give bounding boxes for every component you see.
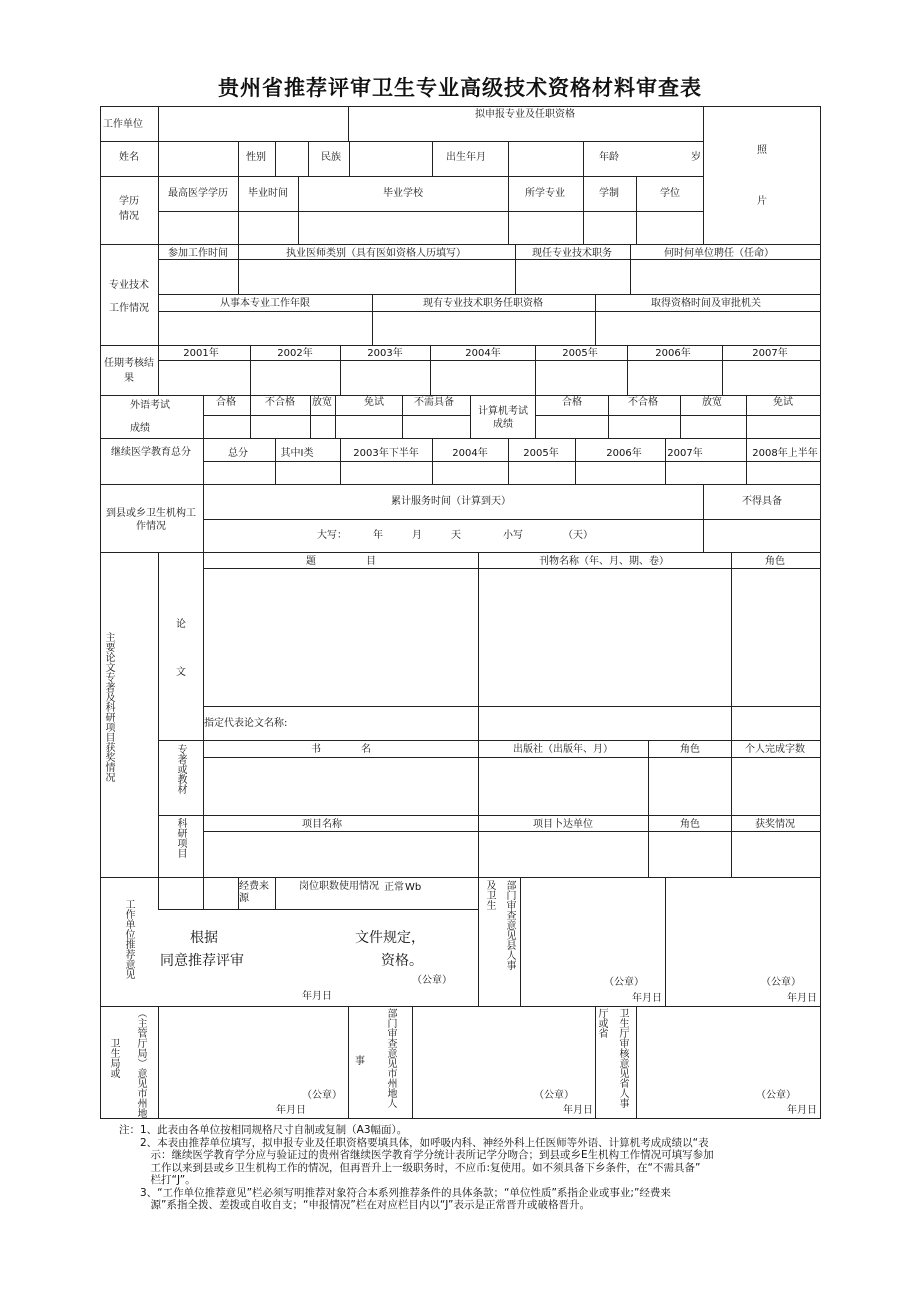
comp-col-relax: 放宽 xyxy=(702,397,722,408)
continuing-label: 继续医学教育总分 xyxy=(111,447,191,458)
table-rule xyxy=(478,877,479,1006)
table-rule xyxy=(349,141,350,176)
table-rule xyxy=(595,294,596,345)
cont-col-2005: 2005年 xyxy=(523,448,559,459)
table-rule xyxy=(203,415,471,416)
table-rule xyxy=(158,740,821,741)
assessment-year: 2001年 xyxy=(183,348,219,359)
table-rule xyxy=(746,395,747,438)
table-rule xyxy=(203,484,204,552)
cont-col-2006: 2006年 xyxy=(606,448,642,459)
table-rule xyxy=(402,395,403,438)
assessment-year: 2006年 xyxy=(655,348,691,359)
table-rule xyxy=(203,552,204,877)
post-label: 岗位职数使用情况 xyxy=(299,881,379,892)
paper-label-2: 文 xyxy=(176,667,186,678)
table-rule xyxy=(535,395,536,438)
edu-col-length: 学制 xyxy=(599,188,619,199)
table-rule xyxy=(583,176,584,244)
table-rule xyxy=(100,141,704,142)
table-rule xyxy=(432,438,433,484)
note-line: 工作以来到县或乡卫生机构工作的情况，但再晋升上一级职务时，不应币:复使用。如不须具备下乡条件，在“不需具备” xyxy=(119,1161,701,1174)
prof-approval: 取得资格时间及审批机关 xyxy=(651,298,761,309)
photo-label-1: 照 xyxy=(757,145,767,156)
education-label-1: 学历 xyxy=(119,196,139,207)
table-rule xyxy=(665,877,666,1006)
table-rule xyxy=(100,877,821,878)
recommend-text-4: 资格。 xyxy=(381,953,423,969)
prof-years: 从事本专业工作年限 xyxy=(220,298,310,309)
cont-col-2007: 2007年 xyxy=(667,448,703,459)
note-line: 3、“工作单位推荐意见”栏必须写明推荐对象符合本系列推荐条件的具体条款；“单位性质”系指企业或事业;”经费来 xyxy=(119,1186,671,1199)
table-rule xyxy=(508,438,509,484)
county-seal: （公章） xyxy=(604,977,644,988)
table-rule xyxy=(158,311,821,312)
table-rule xyxy=(158,877,159,909)
county-small: 小写 xyxy=(503,530,523,541)
lang-col-pass: 合格 xyxy=(216,397,236,408)
county-label-1: 到县或乡卫生机构工 xyxy=(106,508,196,519)
project-col-award: 获奖情况 xyxy=(755,819,795,830)
book-col-role: 角色 xyxy=(680,744,700,755)
table-rule xyxy=(636,176,637,244)
table-rule xyxy=(238,176,239,244)
table-rule xyxy=(275,438,276,484)
project-col-role: 角色 xyxy=(680,819,700,830)
table-rule xyxy=(520,877,521,1006)
table-rule xyxy=(250,395,251,438)
table-rule xyxy=(583,141,584,176)
language-label-1: 外语考试 xyxy=(130,400,170,411)
project-col-name: 项目名称 xyxy=(302,819,342,830)
book-col-publisher: 出版社（出版年、月） xyxy=(513,744,613,755)
table-rule xyxy=(100,1006,821,1007)
assessment-year: 2004年 xyxy=(465,348,501,359)
table-rule xyxy=(648,815,649,877)
lang-col-not-required: 不需具备 xyxy=(414,397,454,408)
table-rule xyxy=(432,141,433,176)
county-not-required: 不得具备 xyxy=(742,496,782,507)
bureau-label-1: 卫生局或 xyxy=(108,1038,119,1078)
table-rule xyxy=(298,176,299,244)
table-rule xyxy=(608,395,609,438)
table-rule xyxy=(275,877,276,909)
lang-col-fail: 不合格 xyxy=(265,397,295,408)
table-rule xyxy=(665,438,666,484)
professional-label-2: 工作情况 xyxy=(109,303,149,314)
table-rule xyxy=(508,141,509,176)
province-date: 年月日 xyxy=(787,1105,817,1116)
table-rule xyxy=(575,438,576,484)
paper-col-title: 题 目 xyxy=(306,556,376,567)
assessment-year: 2003年 xyxy=(367,348,403,359)
recommend-seal: （公章） xyxy=(412,975,452,986)
paper-col-journal: 刊物名称（年、月、期、卷） xyxy=(539,556,669,567)
prof-start-time: 参加工作时间 xyxy=(168,248,228,259)
bureau-date: 年月日 xyxy=(276,1105,306,1116)
table-rule xyxy=(158,244,159,345)
edu-col-major: 所学专业 xyxy=(525,188,565,199)
cont-col-2008: 2008年上半年 xyxy=(752,448,818,459)
rep-paper-label: 指定代表论文名称: xyxy=(204,718,288,729)
table-rule xyxy=(203,395,204,438)
table-rule xyxy=(508,176,509,244)
table-rule xyxy=(100,176,704,177)
computer-label-1: 计算机考试 xyxy=(478,406,528,417)
achievements-label: 主要论文专著及科研项目获奖情况 xyxy=(103,632,114,782)
comp-col-pass: 合格 xyxy=(562,397,582,408)
table-rule xyxy=(203,757,821,758)
table-rule xyxy=(731,815,732,877)
table-rule xyxy=(100,395,821,396)
bureau-seal: （公章） xyxy=(302,1090,342,1101)
table-rule xyxy=(100,106,821,107)
table-rule xyxy=(731,552,732,740)
table-rule xyxy=(335,395,336,438)
table-rule xyxy=(680,395,681,438)
table-rule xyxy=(340,438,341,484)
lang-col-exempt: 免试 xyxy=(364,397,384,408)
edu-col-school: 毕业学校 xyxy=(383,188,423,199)
table-rule xyxy=(100,438,821,439)
edu-col-degree-title: 学位 xyxy=(660,188,680,199)
county-service-time: 累计服务时间（计算到天） xyxy=(391,496,511,507)
note-line: 栏打“J”。 xyxy=(119,1174,196,1186)
province-label-1: 厅或省 xyxy=(596,1008,607,1038)
work-unit-label: 工作单位 xyxy=(103,119,143,130)
gender-label: 性别 xyxy=(246,152,266,163)
recommend-label: 工作单位推荐意见 xyxy=(123,899,134,979)
comp-col-fail: 不合格 xyxy=(628,397,658,408)
table-rule xyxy=(238,244,239,294)
prof-current-title: 现任专业技术职务 xyxy=(532,248,612,259)
table-rule xyxy=(158,106,159,244)
table-rule xyxy=(203,706,821,707)
table-rule xyxy=(430,345,431,395)
assessment-label-2: 果 xyxy=(124,373,134,384)
notes xyxy=(119,1124,839,1212)
table-rule xyxy=(238,877,239,909)
book-col-name: 书 名 xyxy=(311,744,371,755)
cont-col-2003: 2003年下半年 xyxy=(353,448,419,459)
prof-doctor-type: 执业医师类别（具有医如资格人历填写） xyxy=(286,248,466,259)
table-rule xyxy=(100,484,821,485)
ethnicity-label: 民族 xyxy=(321,152,341,163)
table-rule xyxy=(100,244,821,245)
table-rule xyxy=(348,106,349,141)
wb-label: Wb xyxy=(405,882,422,893)
province-label-2: 卫生厅审核意见省人事 xyxy=(617,1008,628,1108)
project-col-unit: 项目卜达单位 xyxy=(533,819,593,830)
table-rule xyxy=(158,815,821,816)
table-rule xyxy=(722,345,723,395)
table-rule xyxy=(250,345,251,395)
age-label: 年龄 xyxy=(599,152,619,163)
edu-col-grad-time: 毕业时间 xyxy=(248,188,288,199)
apply-major-label: 拟申报专业及任职资格 xyxy=(475,109,575,120)
recommend-text-2: 文件规定， xyxy=(355,930,425,946)
book-label: 专著或教材 xyxy=(175,744,186,794)
table-rule xyxy=(348,1006,349,1118)
table-rule xyxy=(100,106,101,1118)
table-rule xyxy=(412,1006,413,1118)
table-rule xyxy=(820,106,821,1118)
table-rule xyxy=(595,1006,596,1118)
prof-appoint: 何时何单位聘任（任命） xyxy=(664,248,774,259)
table-rule xyxy=(100,552,821,553)
county-year: 年 xyxy=(373,530,383,541)
note-line: 源”系指全拨、差拨或自收自支；“申报情况”栏在对应栏目内以“J”表示是正常晋升或破格晋升。 xyxy=(119,1199,590,1211)
county-label-2: 作情况 xyxy=(136,521,166,532)
paper-label-1: 论 xyxy=(176,619,186,630)
professional-label-1: 专业技术 xyxy=(109,280,149,291)
name-label: 姓名 xyxy=(119,152,139,163)
project-label: 科研项目 xyxy=(175,818,186,858)
table-rule xyxy=(100,1118,821,1119)
county-date: 年月日 xyxy=(632,993,662,1004)
table-rule xyxy=(731,740,732,815)
birth-label: 出生年月 xyxy=(446,152,486,163)
table-rule xyxy=(203,461,821,462)
table-rule xyxy=(340,345,341,395)
prof-qualification: 现有专业技术职务任职资格 xyxy=(423,298,543,309)
table-rule xyxy=(703,484,704,552)
table-rule xyxy=(535,345,536,395)
county-day-paren: （天） xyxy=(563,530,593,541)
table-rule xyxy=(515,244,516,294)
table-rule xyxy=(478,740,479,815)
bureau-seal-2: （公章） xyxy=(534,1090,574,1101)
table-rule xyxy=(630,244,631,294)
table-rule xyxy=(372,294,373,345)
province-seal: （公章） xyxy=(756,1090,796,1101)
table-rule xyxy=(238,141,239,176)
table-rule xyxy=(158,552,159,877)
note-line: 注：1、此表由各单位按相同规格尺寸自制或复制（A3幅面）。 xyxy=(119,1124,408,1136)
assessment-year: 2002年 xyxy=(277,348,313,359)
assessment-year: 2005年 xyxy=(562,348,598,359)
recommend-date: 年月日 xyxy=(302,991,332,1002)
table-rule xyxy=(478,815,479,877)
table-rule xyxy=(310,395,311,438)
table-rule xyxy=(203,831,821,832)
table-rule xyxy=(703,106,704,244)
education-label-2: 情况 xyxy=(119,211,139,222)
funding-label: 经费来源 xyxy=(239,881,269,904)
assessment-year: 2007年 xyxy=(752,348,788,359)
lang-col-relax: 放宽 xyxy=(312,397,332,408)
county-big: 大写： xyxy=(317,530,347,541)
county-health-label: 及卫生 xyxy=(484,880,495,910)
note-line: 示：继续医学教育学分应与验证过的贵州省继续医学教育学分统计表所记学分吻合；到县或乡E生机构工作情况可填写参加 xyxy=(119,1149,714,1161)
bureau-hr-dept: 部门审查意见市州地人 xyxy=(385,1008,396,1108)
table-rule xyxy=(158,259,821,260)
table-rule xyxy=(746,438,747,484)
table-rule xyxy=(203,519,821,520)
recommend-text-1: 根据 xyxy=(190,930,218,946)
table-rule xyxy=(203,877,204,909)
table-rule xyxy=(158,294,821,295)
book-col-words: 个人完成字数 xyxy=(745,744,805,755)
table-rule xyxy=(478,552,479,740)
table-rule xyxy=(158,909,479,910)
county-date-2: 年月日 xyxy=(787,993,817,1004)
recommend-text-3: 同意推荐评审 xyxy=(160,953,244,969)
table-rule xyxy=(100,345,821,346)
table-rule xyxy=(275,141,276,176)
cont-col-2004: 2004年 xyxy=(452,448,488,459)
table-rule xyxy=(203,568,821,569)
comp-col-exempt: 免试 xyxy=(773,397,793,408)
county-month: 月 xyxy=(412,530,422,541)
bureau-label-2: （主管厅局）意见市州地 xyxy=(135,1008,146,1118)
table-rule xyxy=(627,345,628,395)
edu-col-degree: 最高医学学历 xyxy=(168,188,228,199)
table-rule xyxy=(535,415,821,416)
page-title: 贵州省推荐评审卫生专业高级技术资格材料审查表 xyxy=(218,76,702,100)
county-day: 天 xyxy=(451,530,461,541)
bureau-hr: 事 xyxy=(355,1056,365,1067)
table-rule xyxy=(158,211,704,212)
table-rule xyxy=(308,141,309,176)
photo-label-2: 片 xyxy=(757,196,767,207)
bureau-date-2: 年月日 xyxy=(563,1105,593,1116)
language-label-2: 成绩 xyxy=(130,423,150,434)
table-rule xyxy=(203,438,204,484)
note-line: 2、本表由推荐单位填写，拟申报专业及任职资格要填具体，如呼吸内科、神经外科上任医师等外语、计算机考成成绩以“表 xyxy=(119,1136,709,1149)
table-rule xyxy=(470,395,471,438)
table-rule xyxy=(158,1006,159,1118)
table-rule xyxy=(648,740,649,815)
age-unit: 岁 xyxy=(691,152,701,163)
county-seal-2: （公章） xyxy=(761,977,801,988)
computer-label-2: 成绩 xyxy=(493,419,513,430)
table-rule xyxy=(158,345,159,395)
assessment-label-1: 任期考核结 xyxy=(104,358,154,369)
cont-col-class1: 其中Ⅰ类 xyxy=(280,448,314,459)
normal-label: 正常 xyxy=(384,882,404,893)
cont-col-total: 总分 xyxy=(228,448,248,459)
county-dept-label: 部门审查意见县人事 xyxy=(504,880,515,970)
paper-col-role: 角色 xyxy=(765,556,785,567)
table-rule xyxy=(636,1006,637,1118)
